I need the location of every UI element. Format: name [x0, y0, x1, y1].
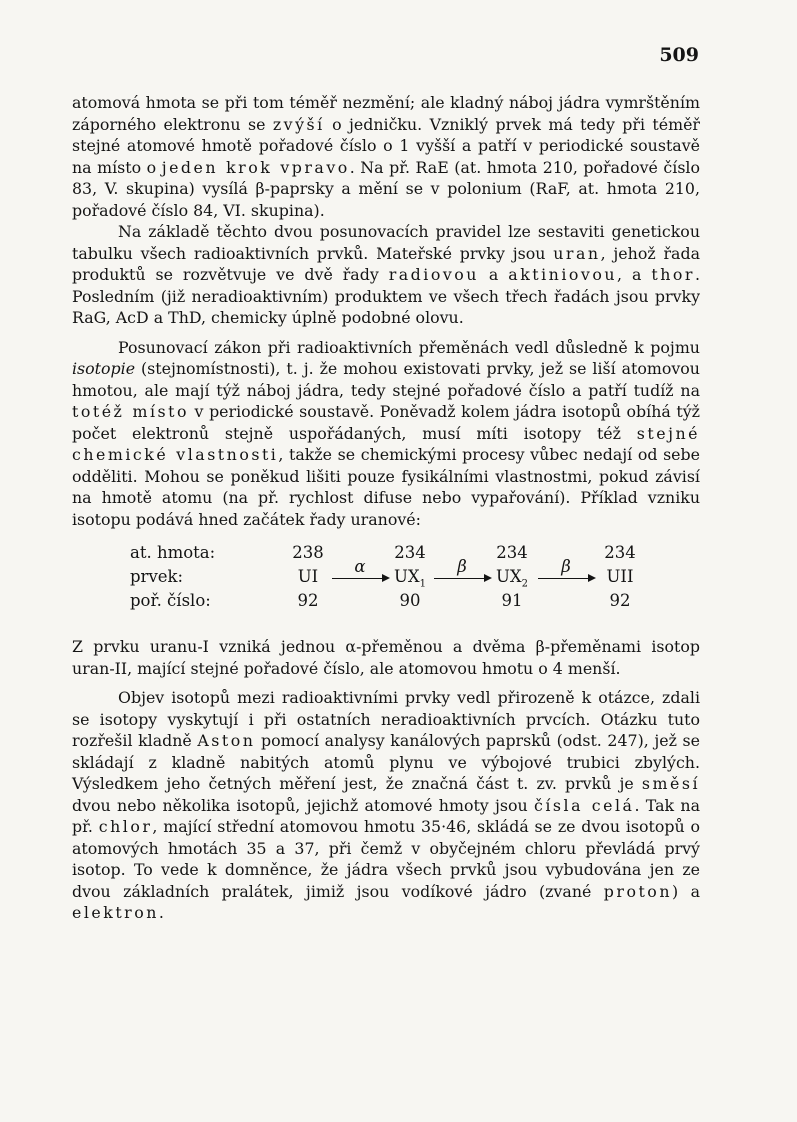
formula-number-1: 92: [297, 591, 319, 610]
formula-arrow-beta-2: β: [538, 556, 594, 579]
formula-number-3: 91: [501, 591, 523, 610]
paragraph-3: Posunovací zákon při radioaktivních přeměnách vedl důsledně k pojmu isotopie (stejnomístnosti), t. j. že mohou existovati prvky, jež se liší atomovou hmotou, ale mají týž náboj jádra, tedy stejné pořadové číslo a patří tudíž na totéž místo v periodické soustavě. Poněvadž kolem jádra isotopů obíhá týž počet elektronů stejně uspořádaných, musí míti isotopy též stejné chemické vlastnosti, takže se chemickými procesy vůbec nedají od sebe odděliti. Mohou se poněkud lišiti pouze fysikálními vlastnostmi, pokud závisí na hmotě atomu (na př. rychlost difuse nebo vypařování). Příklad vzniku isotopu podává hned začátek řady uranové:: [72, 337, 700, 529]
paragraph-5: Objev isotopů mezi radioaktivními prvky vedl přirozeně k otázce, zdali se isotopy vyskytují i při ostatních neradioaktivních prvcích. Otázku tuto rozřešil kladně Aston pomocí analysy kanálových paprsků (odst. 247), jež se skládají z kladně nabitých atomů plynu ve výbojové trubici zbylých. Výsledkem jeho četných měření jest, že značná část t. zv. prvků je směsí dvou nebo několika isotopů, jejichž atomové hmoty jsou čísla celá. Tak na př. chlor, mající střední atomovou hmotu 35·46, skládá se ze dvou isotopů o atomových hmotách 35 a 37, při čemž v obyčejném chloru převládá prvý isotop. To vede k domněnce, že jádra všech prvků jsou vybudována jen ze dvou základních pralátek, jimiž jsou vodíkové jádro (zvané proton) a elektron.: [72, 688, 700, 922]
paragraph-4: Z prvku uranu-I vzniká jednou α-přeměnou a dvěma β-přeměnami isotop uran-II, mající stejné pořadové číslo, ale atomovou hmotu o 4 menší.: [72, 637, 700, 678]
formula-label-number: poř. číslo:: [130, 591, 211, 610]
page-body: [72, 92, 700, 924]
formula-mass-3: 234: [496, 543, 528, 562]
formula-mass-2: 234: [394, 543, 426, 562]
formula-label-mass: at. hmota:: [130, 543, 216, 562]
paragraph-2: Na základě těchto dvou posunovacích pravidel lze sestaviti genetickou tabulku všech radioaktivních prvků. Mateřské prvky jsou uran, jehož řada produktů se rozvětvuje ve dvě řady radiovou a aktiniovou, a thor. Posledním (již neradioaktivním) produktem ve všech třech řadách jsou prvky RaG, AcD a ThD, chemicky úplně podobné olovu.: [72, 222, 700, 327]
formula-element-1: UI: [297, 567, 319, 586]
formula-arrow-alpha: α: [332, 556, 388, 579]
paragraph-1: atomová hmota se při tom téměř nezmění; ale kladný náboj jádra vymrštěním záporného elektronu se zvýší o jedničku. Vzniklý prvek má tedy při téměř stejné atomové hmotě pořadové číslo o 1 vyšší a patří v periodické soustavě na místo o jeden krok vpravo. Na př. RaE (at. hmota 210, pořadové číslo 83, V. skupina) vysílá β-paprsky a mění se v polonium (RaF, at. hmota 210, pořadové číslo 84, VI. skupina).: [72, 93, 700, 220]
uranium-series-formula: [72, 542, 700, 632]
formula-label-element: prvek:: [130, 567, 184, 586]
formula-arrow-beta-1: β: [434, 556, 490, 579]
formula-mass-4: 234: [604, 543, 636, 562]
formula-number-2: 90: [399, 591, 421, 610]
formula-element-4: UII: [606, 567, 634, 586]
formula-number-4: 92: [609, 591, 631, 610]
formula-mass-1: 238: [292, 543, 324, 562]
page-number: 509: [659, 44, 699, 66]
formula-element-2: $UX_1$: [393, 567, 427, 590]
formula-element-3: $UX_2$: [495, 567, 529, 590]
